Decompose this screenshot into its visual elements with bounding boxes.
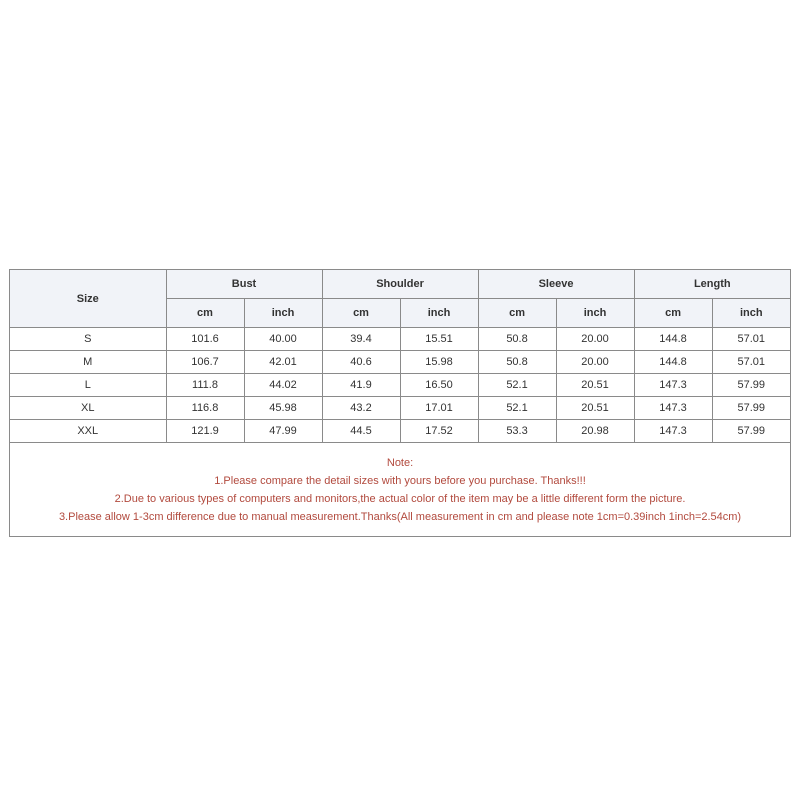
table-row (10, 420, 790, 443)
note-line-1: 1.Please compare the detail sizes with yours before you purchase. Thanks!!! (214, 474, 586, 487)
table-cell: 57.99 (712, 420, 790, 443)
table-cell: 20.51 (556, 374, 634, 397)
unit-header: inch (556, 299, 634, 328)
table-cell: 20.00 (556, 328, 634, 351)
table-cell: 39.4 (322, 328, 400, 351)
size-cell: L (10, 374, 166, 397)
table-row (10, 328, 790, 351)
table-cell: 20.98 (556, 420, 634, 443)
size-cell: XL (10, 397, 166, 420)
unit-header: cm (634, 299, 712, 328)
table-cell: 52.1 (478, 374, 556, 397)
table-cell: 20.00 (556, 351, 634, 374)
unit-header: cm (166, 299, 244, 328)
unit-header: inch (244, 299, 322, 328)
table-cell: 43.2 (322, 397, 400, 420)
table-cell: 16.50 (400, 374, 478, 397)
table-cell: 17.01 (400, 397, 478, 420)
table-cell: 44.02 (244, 374, 322, 397)
table-row (10, 351, 790, 374)
table-cell: 41.9 (322, 374, 400, 397)
table-cell: 147.3 (634, 420, 712, 443)
table-cell: 144.8 (634, 351, 712, 374)
table-cell: 42.01 (244, 351, 322, 374)
table-row (10, 374, 790, 397)
note-line-2: 2.Due to various types of computers and monitors,the actual color of the item may be a little different form the picture. (114, 492, 686, 505)
group-header-shoulder: Shoulder (322, 270, 478, 299)
size-cell: M (10, 351, 166, 374)
notes-row (10, 443, 790, 537)
table-cell: 45.98 (244, 397, 322, 420)
table-cell: 40.6 (322, 351, 400, 374)
table-cell: 53.3 (478, 420, 556, 443)
notes-block (10, 443, 790, 537)
table-cell: 144.8 (634, 328, 712, 351)
table-cell: 121.9 (166, 420, 244, 443)
size-cell: S (10, 328, 166, 351)
size-table (10, 270, 790, 536)
table-cell: 15.51 (400, 328, 478, 351)
table-cell: 101.6 (166, 328, 244, 351)
table-cell: 50.8 (478, 351, 556, 374)
table-cell: 57.01 (712, 351, 790, 374)
group-header-bust: Bust (166, 270, 322, 299)
table-cell: 57.99 (712, 397, 790, 420)
unit-header: inch (712, 299, 790, 328)
table-cell: 15.98 (400, 351, 478, 374)
table-cell: 57.99 (712, 374, 790, 397)
table-cell: 44.5 (322, 420, 400, 443)
unit-header: cm (478, 299, 556, 328)
table-row (10, 397, 790, 420)
table-cell: 52.1 (478, 397, 556, 420)
unit-header: inch (400, 299, 478, 328)
table-cell: 116.8 (166, 397, 244, 420)
table-cell: 57.01 (712, 328, 790, 351)
table-cell: 20.51 (556, 397, 634, 420)
table-cell: 111.8 (166, 374, 244, 397)
table-cell: 47.99 (244, 420, 322, 443)
size-cell: XXL (10, 420, 166, 443)
size-column-header: Size (10, 270, 166, 328)
group-header-sleeve: Sleeve (478, 270, 634, 299)
table-cell: 40.00 (244, 328, 322, 351)
table-cell: 147.3 (634, 374, 712, 397)
table-cell: 17.52 (400, 420, 478, 443)
size-chart (9, 269, 791, 537)
note-title: Note: (386, 456, 414, 469)
note-line-3: 3.Please allow 1-3cm difference due to manual measurement.Thanks(All measurement in cm and please note 1cm=0.39inch 1inch=2.54cm) (58, 510, 742, 523)
group-header-length: Length (634, 270, 790, 299)
table-cell: 147.3 (634, 397, 712, 420)
table-cell: 50.8 (478, 328, 556, 351)
unit-header: cm (322, 299, 400, 328)
table-cell: 106.7 (166, 351, 244, 374)
